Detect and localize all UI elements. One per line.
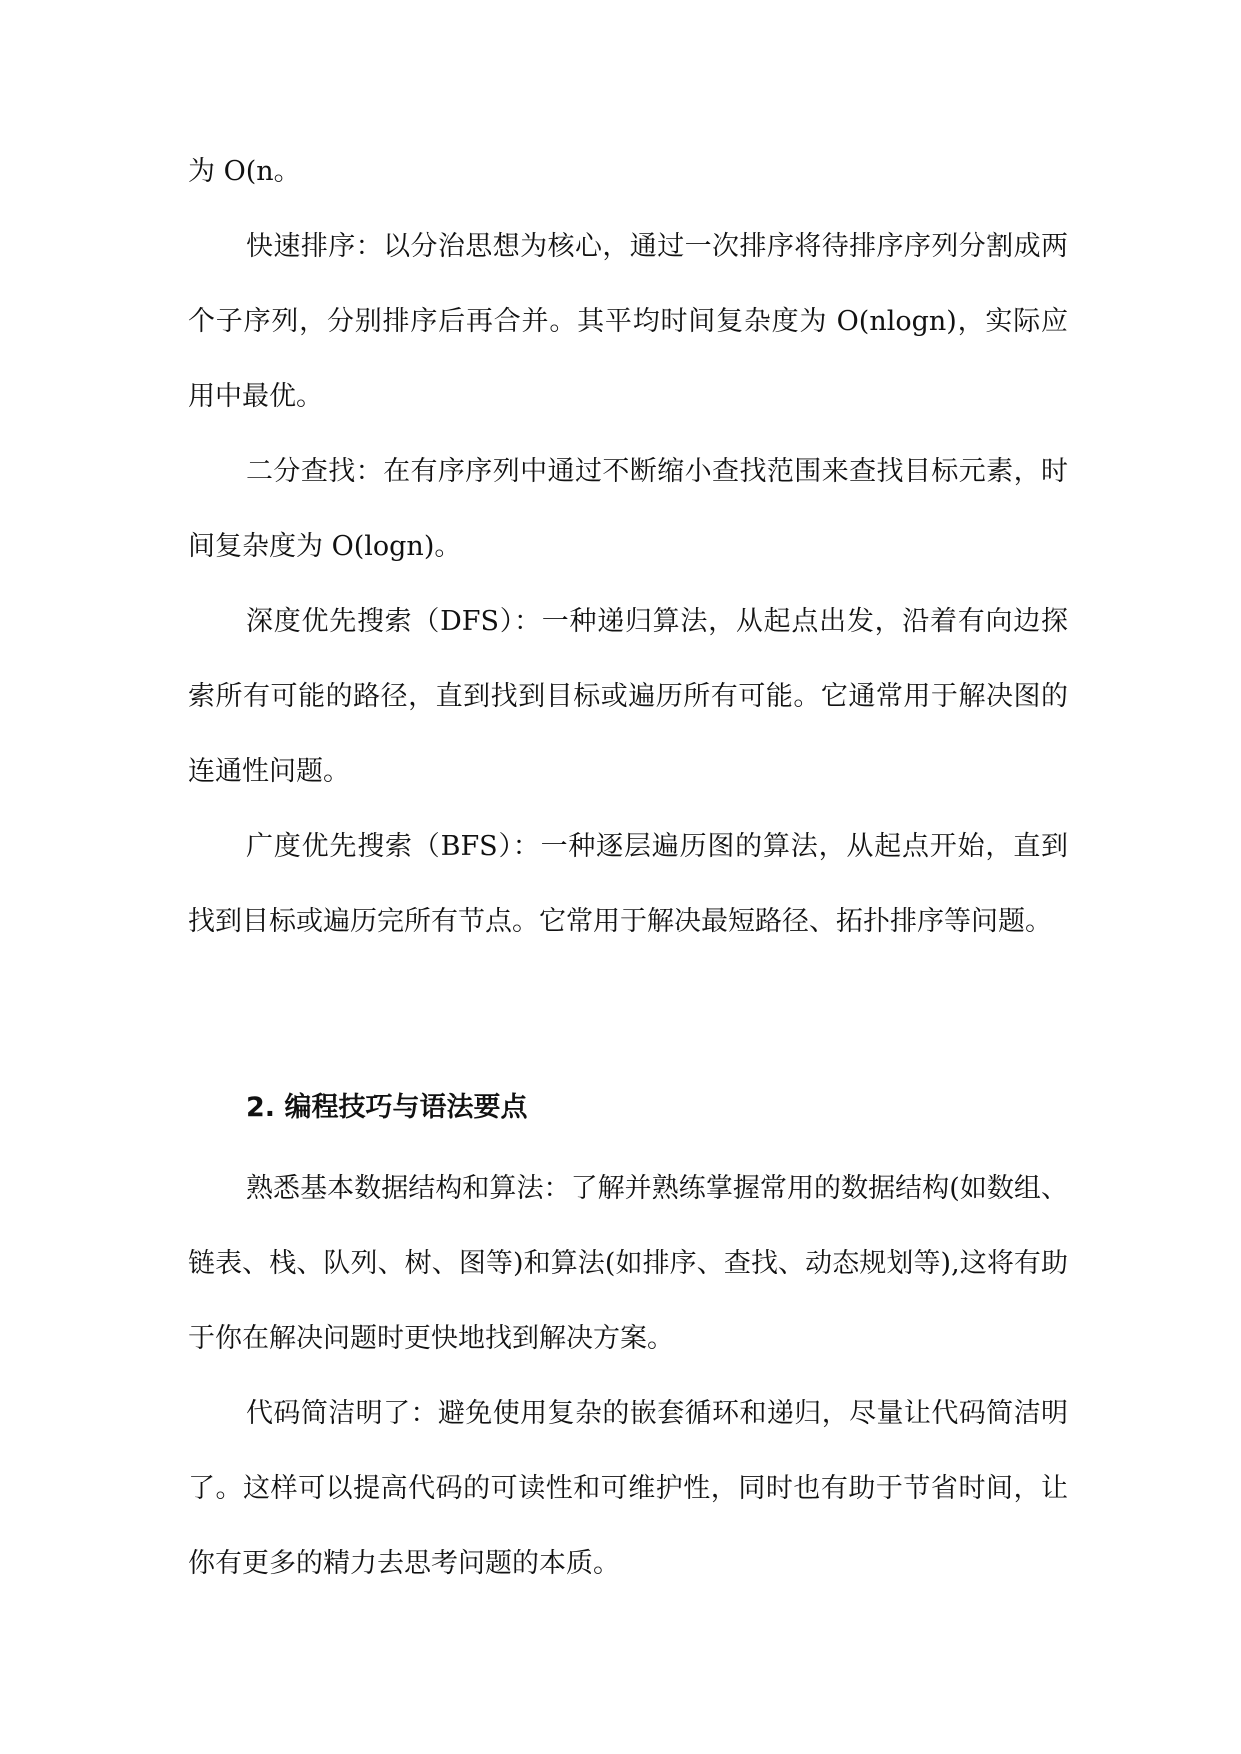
paragraph-data-structures: 熟悉基本数据结构和算法：了解并熟练掌握常用的数据结构(如数组、链表、栈、队列、树、图等)和算法(如排序、查找、动态规划等),这将有助于你在解决问题时更快地找到解决方案。 [188,1173,1068,1354]
paragraph-quicksort: 快速排序：以分治思想为核心，通过一次排序将待排序序列分割成两个子序列，分别排序后再合并。其平均时间复杂度为 O(nlogn)，实际应用中最优。 [188,231,1068,412]
paragraph-complexity-continuation: 为 O(n。 [188,156,301,187]
paragraph-concise-code: 代码简洁明了：避免使用复杂的嵌套循环和递归，尽量让代码简洁明了。这样可以提高代码的可读性和可维护性，同时也有助于节省时间，让你有更多的精力去思考问题的本质。 [188,1398,1068,1579]
paragraph-dfs: 深度优先搜索（DFS）：一种递归算法，从起点出发，沿着有向边探索所有可能的路径，直到找到目标或遍历所有可能。它通常用于解决图的连通性问题。 [188,606,1068,787]
paragraph-binary-search: 二分查找：在有序序列中通过不断缩小查找范围来查找目标元素，时间复杂度为 O(logn)。 [188,456,1068,562]
paragraph-bfs: 广度优先搜索（BFS）：一种逐层遍历图的算法，从起点开始，直到找到目标或遍历完所有节点。它常用于解决最短路径、拓扑排序等问题。 [188,831,1068,937]
section-heading: 2. 编程技巧与语法要点 [246,1092,528,1123]
